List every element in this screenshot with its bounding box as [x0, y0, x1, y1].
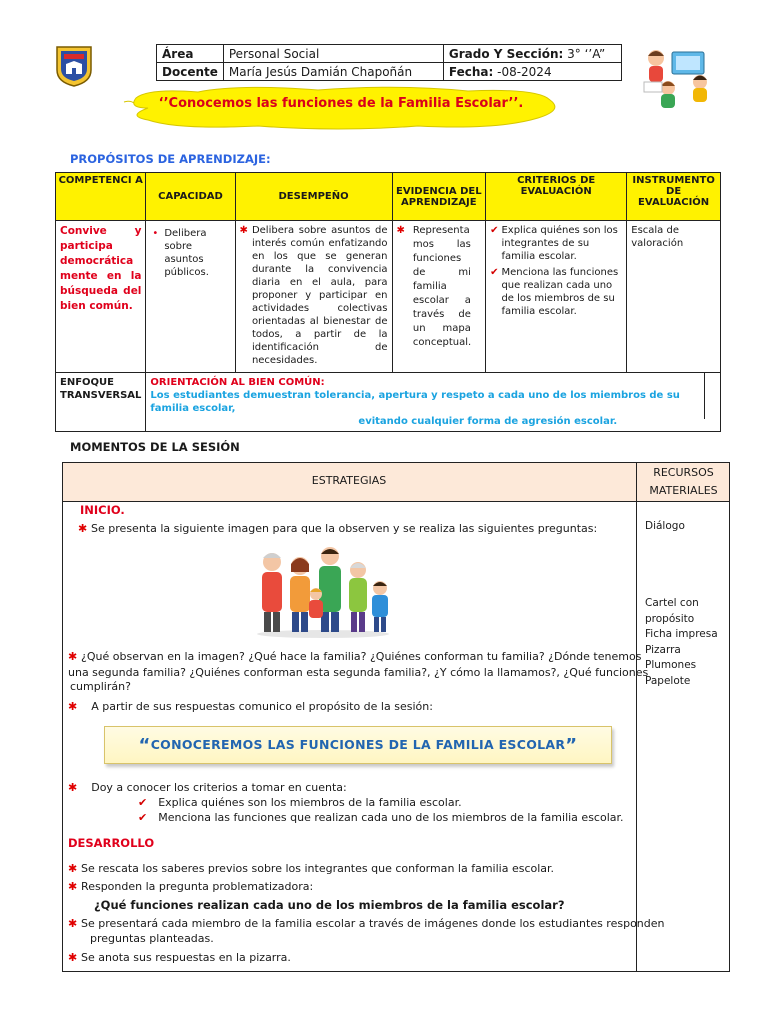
col-resources [637, 464, 730, 500]
teacher-value: María Jesús Damián Chapoñán [223, 63, 443, 81]
criteria-intro-text: Doy a conocer los criterios a tomar en cuenta: [91, 781, 347, 794]
resource-item: Pizarra [645, 643, 681, 656]
check-icon: ✔ [138, 796, 148, 809]
instrument-cell [627, 221, 721, 373]
date-label: Fecha: [448, 64, 494, 79]
desarrollo-heading: DESARROLLO [68, 836, 155, 850]
purpose-banner: “CONOCEREMOS LAS FUNCIONES DE LA FAMILIA ESCOLAR” [104, 726, 612, 764]
criteria-check-1-text: Explica quiénes son los miembros de la familia escolar. [158, 796, 462, 809]
col-capacity: CAPACIDAD [146, 173, 235, 221]
resource-item: Plumones [645, 659, 697, 671]
desarrollo-item-1 [68, 862, 554, 876]
questions-line-2: una segunda familia? ¿Quiénes conforman esta segunda familia?, ¿Y cómo la llamamos?, ¿Qué funciones [68, 666, 649, 679]
asterisk-icon: ✱ [78, 522, 92, 535]
inicio-text: Se presenta la siguiente imagen para que la observen y se realiza las siguientes preguntas: [91, 522, 598, 535]
criteria-check-2 [138, 811, 624, 825]
competence-text: Convive y participa democrática mente en la búsqueda del bien común. [60, 225, 142, 312]
evidence-cell [392, 221, 486, 373]
moments-column-divider [636, 462, 637, 972]
questions-line-3: cumplirán? [70, 680, 131, 693]
capacity-cell [146, 221, 235, 373]
inicio-paragraph [78, 522, 597, 536]
children-reading-illustration [638, 38, 722, 112]
criteria-item-1: Explica quiénes son los integrantes de su familia escolar. [501, 225, 618, 262]
purpose-paragraph [68, 700, 433, 714]
school-logo-icon [54, 44, 94, 88]
grade-value: 3° ‘’A” [567, 46, 606, 61]
performance-cell [235, 221, 392, 373]
problem-question: ¿Qué funciones realizan cada uno de los miembros de la familia escolar? [94, 898, 565, 912]
asterisk-icon: ✱ [68, 650, 82, 663]
date-value: -08-2024 [497, 64, 552, 79]
col-evidence: EVIDENCIA DEL APRENDIZAJE [392, 173, 486, 221]
desarrollo-item-3-line-1: Se presentará cada miembro de la familia escolar a través de imágenes donde los estudiantes responden [81, 917, 665, 930]
asterisk-icon: ✱ [396, 225, 405, 236]
asterisk-icon: ✱ [68, 781, 78, 794]
approach-divider [704, 373, 705, 419]
session-title: ‘’Conocemos las funciones de la Familia Escolar’’. [158, 96, 524, 111]
desarrollo-item-2 [68, 880, 313, 894]
asterisk-icon: ✱ [68, 880, 82, 893]
approach-label-cell [56, 373, 146, 432]
purpose-banner-text: CONOCEREMOS LAS FUNCIONES DE LA FAMILIA ESCOLAR [150, 737, 566, 752]
approach-line-1: Los estudiantes demuestran tolerancia, apertura y respeto a cada uno de los miembros de su familia escolar, [150, 390, 680, 414]
desarrollo-item-4 [68, 951, 291, 965]
header-table [156, 44, 622, 81]
col-criteria: CRITERIOS DE EVALUACIÓN [486, 173, 627, 221]
bullet-icon: • [152, 228, 159, 239]
asterisk-icon: ✱ [68, 862, 82, 875]
desarrollo-item-4-text: Se anota sus respuestas en la pizarra. [81, 951, 291, 964]
purposes-table [55, 172, 721, 432]
criteria-check-2-text: Menciona las funciones que realizan cada uno de los miembros de la familia escolar. [158, 811, 624, 824]
asterisk-icon: ✱ [68, 917, 82, 930]
criteria-check-1 [138, 796, 462, 810]
criteria-item-2: Menciona las funciones que realizan cada uno de los miembros de su familia escolar. [501, 267, 619, 317]
criteria-intro [68, 781, 347, 795]
approach-label: ENFOQUE TRANSVERSAL [60, 377, 142, 401]
asterisk-icon: ✱ [239, 225, 248, 236]
col-resources-line-2: MATERIALES [649, 484, 718, 497]
check-icon: ✔ [138, 811, 148, 824]
col-resources-line-1: RECURSOS [653, 466, 714, 479]
area-label: Área [157, 45, 224, 63]
questions-line-1: ¿Qué observan en la imagen? ¿Qué hace la familia? ¿Quiénes conforman tu familia? ¿Dónde tenemos [81, 650, 642, 663]
check-icon: ✔ [490, 225, 499, 236]
evidence-text: Representa mos las funciones de mi familia escolar a través de un mapa conceptual. [412, 225, 472, 348]
asterisk-icon: ✱ [68, 700, 78, 713]
resource-item: Papelote [645, 674, 691, 687]
area-value: Personal Social [223, 45, 443, 63]
desarrollo-item-1-text: Se rescata los saberes previos sobre los integrantes que conforman la familia escolar. [81, 862, 555, 875]
desarrollo-item-3 [68, 917, 665, 946]
date-cell [443, 63, 621, 81]
approach-title: ORIENTACIÓN AL BIEN COMÚN: [150, 377, 325, 388]
questions-paragraph [68, 650, 648, 694]
capacity-text: Delibera sobre asuntos públicos. [164, 228, 209, 278]
desarrollo-item-3-line-2: preguntas planteadas. [90, 932, 214, 945]
col-performance: DESEMPEÑO [235, 173, 392, 221]
desarrollo-item-2-text: Responden la pregunta problematizadora: [81, 880, 314, 893]
moments-heading: MOMENTOS DE LA SESIÓN [70, 440, 240, 454]
performance-text: Delibera sobre asuntos de interés común enfatizando en los que se generan durante la convivencia diaria en el aula, para proponer y participar en actividades colectivas orientadas al bienestar de todos, a partir de la identificación de necesidades. [251, 225, 388, 366]
check-icon: ✔ [490, 267, 499, 278]
asterisk-icon: ✱ [68, 951, 82, 964]
purpose-text: A partir de sus respuestas comunico el propósito de la sesión: [91, 700, 433, 713]
resource-dialogue: Diálogo [645, 520, 685, 532]
col-strategies: ESTRATEGIAS [311, 474, 387, 487]
approach-line-2: evitando cualquier forma de agresión escolar. [358, 416, 618, 427]
grade-cell [443, 45, 621, 63]
purposes-heading: PROPÓSITOS DE APRENDIZAJE: [70, 152, 271, 166]
competence-cell [56, 221, 146, 373]
instrument-text: Escala de valoración [631, 225, 684, 249]
grade-label: Grado Y Sección: [448, 46, 564, 61]
resource-item: propósito [645, 612, 695, 625]
approach-cell [146, 373, 721, 432]
family-illustration [252, 542, 394, 638]
col-competence: COMPETENCI A [56, 173, 146, 221]
teacher-label: Docente [157, 63, 224, 81]
inicio-heading: INICIO. [80, 503, 125, 517]
criteria-cell [486, 221, 627, 373]
resource-item: Cartel con [645, 597, 699, 609]
col-instrument: INSTRUMENTO DE EVALUACIÓN [627, 173, 721, 221]
resource-item: Ficha impresa [645, 628, 718, 640]
resource-list [645, 596, 718, 689]
moments-table [62, 462, 730, 972]
